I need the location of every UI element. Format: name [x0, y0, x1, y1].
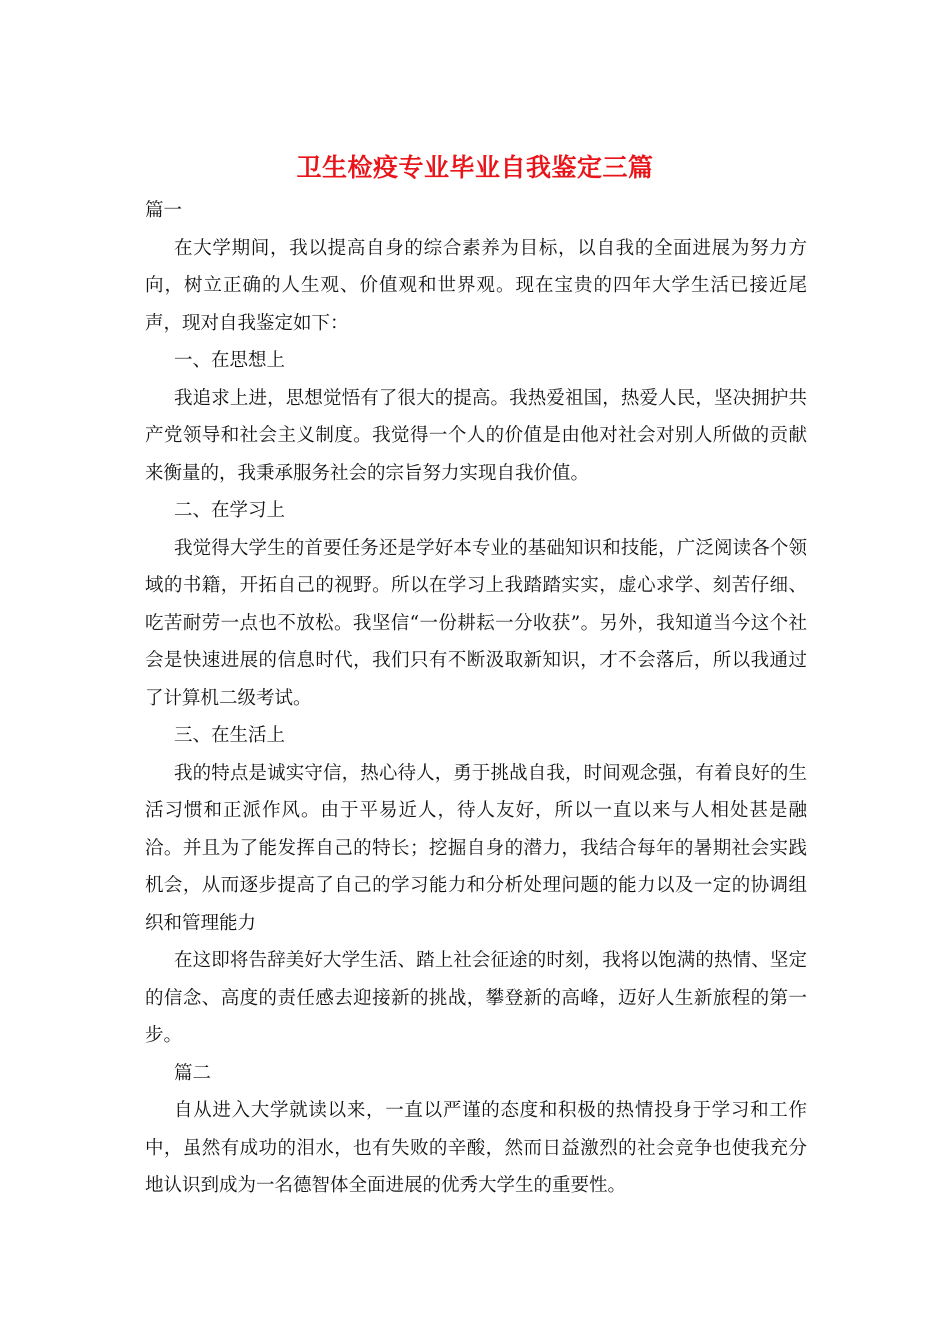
- subheading-life: 三、在生活上: [174, 725, 286, 746]
- subheading-study: 二、在学习上: [174, 500, 286, 521]
- document-title: 卫生检疫专业毕业自我鉴定三篇: [296, 153, 654, 182]
- paragraph-study: 我觉得大学生的首要任务还是学好本专业的基础知识和技能，广泛阅读各个领域的书籍，开拓自己的视野。所以在学习上我踏踏实实，虚心求学、刻苦仔细、吃苦耐劳一点也不放松。我坚信“一份耕耘一分收获”。另外，我知道当今这个社会是快速进展的信息时代，我们只有不断汲取新知识，才不会落后，所以我通过了计算机二级考试。: [145, 537, 807, 709]
- paragraph-life: 我的特点是诚实守信，热心待人，勇于挑战自我，时间观念强，有着良好的生活习惯和正派作风。由于平易近人，待人友好，所以一直以来与人相处甚是融洽。并且为了能发挥自己的特长；挖掘自身的潜力，我结合每年的暑期社会实践机会，从而逐步提高了自己的学习能力和分析处理问题的能力以及一定的协调组织和管理能力: [145, 762, 807, 934]
- section-heading-1: 篇一: [145, 200, 183, 221]
- subheading-thought: 一、在思想上: [174, 350, 286, 371]
- paragraph-conclusion: 在这即将告辞美好大学生活、踏上社会征途的时刻，我将以饱满的热情、坚定的信念、高度的责任感去迎接新的挑战，攀登新的高峰，迈好人生新旅程的第一步。: [145, 950, 807, 1046]
- paragraph-intro: 在大学期间，我以提高自身的综合素养为目标，以自我的全面进展为努力方向，树立正确的人生观、价值观和世界观。现在宝贵的四年大学生活已接近尾声，现对自我鉴定如下：: [145, 237, 807, 334]
- paragraph-part2-intro: 自从进入大学就读以来，一直以严谨的态度和积极的热情投身于学习和工作中，虽然有成功的泪水，也有失败的辛酸，然而日益激烈的社会竞争也使我充分地认识到成为一名德智体全面进展的优秀大学生的重要性。: [145, 1100, 807, 1196]
- section-heading-2: 篇二: [174, 1062, 212, 1084]
- paragraph-thought: 我追求上进，思想觉悟有了很大的提高。我热爱祖国，热爱人民，坚决拥护共产党领导和社会主义制度。我觉得一个人的价值是由他对社会对别人所做的贡献来衡量的，我秉承服务社会的宗旨努力实现自我价值。: [145, 387, 807, 484]
- document-body: [145, 192, 807, 1205]
